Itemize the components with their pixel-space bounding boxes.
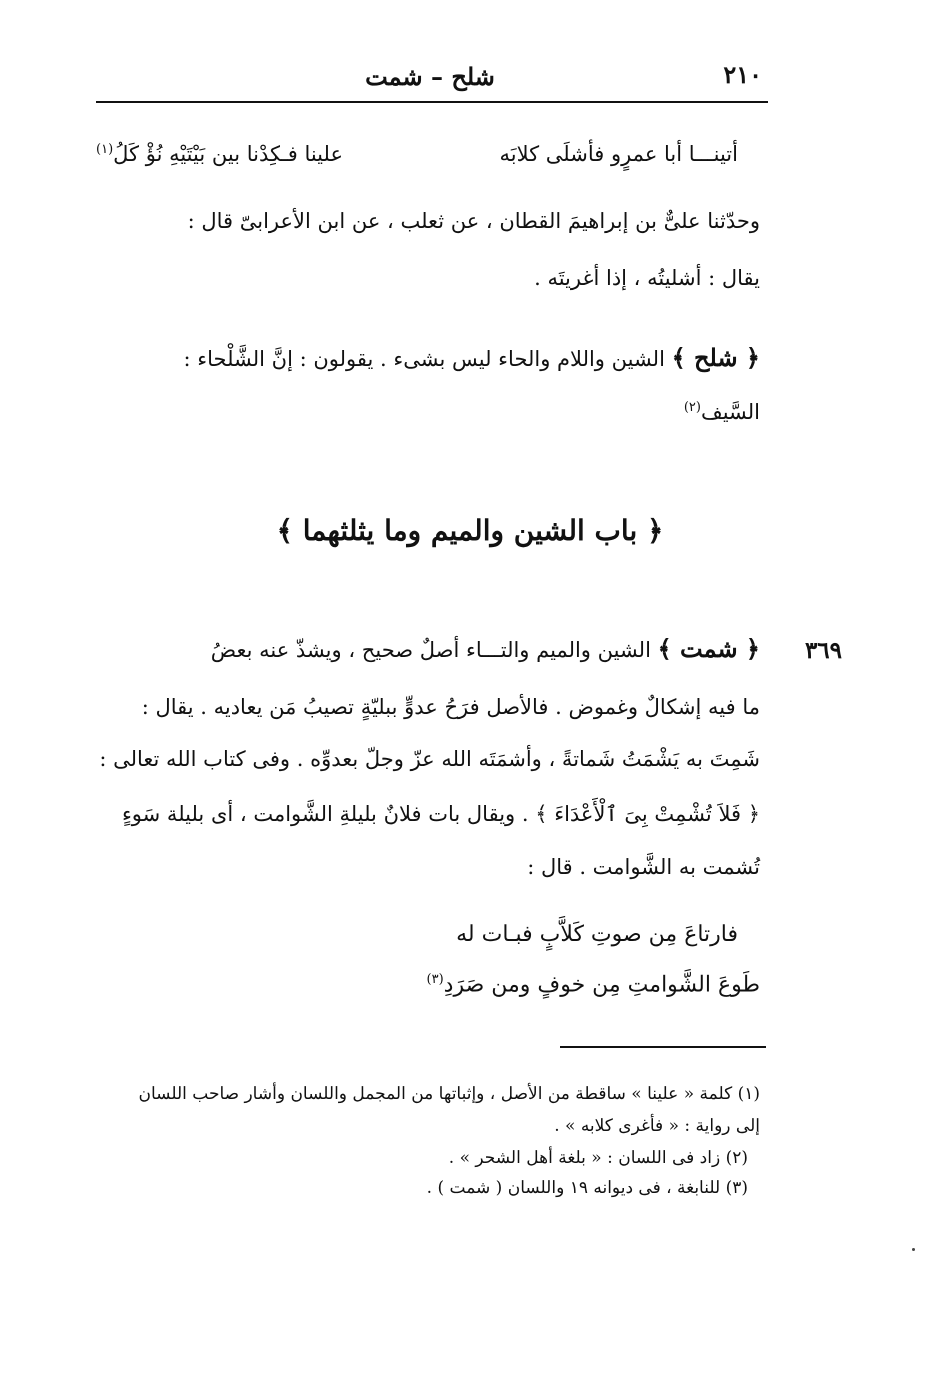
- entry-shamt-line-1: [211, 635, 760, 664]
- footnote-ref-3: (٣): [426, 972, 444, 987]
- entry-shamt-line-4: ﴿ فَلاَ تُشْمِتْ بِىَ ٱلْأَعْدَاءَ ﴾ . ويقال بات فلانٌ بليلةِ الشَّوامت ، أى بليلة سَوءٍ: [121, 802, 760, 826]
- verse2-line-1: فارتاعَ مِن صوتِ كَلاَّبٍ فبـات له: [456, 922, 738, 947]
- headword-shamt: ﴿ شمت ﴾: [657, 634, 760, 663]
- verse2-line-2-text: طَوعَ الشَّوامتِ مِن خوفٍ ومن صَرَدِ: [443, 972, 760, 998]
- footnote-1-cont: إلى رواية : « فأغرى كلابه » .: [554, 1116, 760, 1136]
- entry-shamt-text-1: الشين والميم والتـــاء أصلٌ صحيح ، ويشذّ عنه بعضُ: [210, 638, 651, 662]
- entry-shalh-line: [183, 344, 760, 373]
- verse1-left-hemistich: [96, 142, 343, 167]
- entry-number: ٣٦٩: [804, 637, 842, 664]
- headword-shalh: ﴿ شلح ﴾: [671, 343, 760, 372]
- scan-speck: [912, 1248, 915, 1251]
- entry-shalh-line-2: [684, 400, 760, 425]
- footnote-ref-1: (١): [96, 142, 114, 157]
- footnote-ref-2: (٢): [683, 400, 701, 415]
- entry-shalh-text: الشين واللام والحاء ليس بشىء . يقولون : إنَّ الشَّلْحاء :: [183, 347, 665, 371]
- verse1-right-hemistich: أتينـــا أبا عمرٍو فأشلَى كلابَه: [499, 142, 738, 166]
- verse2-line-2: [427, 972, 761, 997]
- paragraph-line-3: يقال : أشليتُه ، إذا أغريتَه .: [534, 266, 760, 290]
- entry-shamt-line-3: شَمِتَ به يَشْمَتُ شَماتةً ، وأشمَتَه الله عزّ وجلّ بعدوِّه . وفى كتاب الله تعالى :: [99, 747, 760, 771]
- footnote-3: (٣) للنابغة ، فى ديوانه ١٩ واللسان ( شمت ) .: [426, 1178, 748, 1198]
- entry-shamt-line-2: ما فيه إشكالٌ وغموض . فالأصل فرَحُ عدوٍّ ببليّةٍ تصيبُ مَن يعاديه . يقال :: [141, 695, 760, 719]
- entry-shamt-line-5: تُشمت به الشَّوامت . قال :: [527, 855, 760, 879]
- verse1-left-text: علينا فـكِدْنا بين بَيْتَيْهِ نُؤْ كَلُ: [113, 142, 344, 166]
- footnote-2: (٢) زاد فى اللسان : « بلغة أهل الشحر » .: [448, 1148, 748, 1168]
- page-number: ٢١٠: [723, 60, 762, 89]
- footnote-1: (١) كلمة « علينا » ساقطة من الأصل ، وإثباتها من المجمل واللسان وأشار صاحب اللسان: [138, 1084, 760, 1104]
- entry-shalh-text2: السَّيف: [700, 400, 760, 424]
- running-title: شلح – شمت: [365, 62, 495, 91]
- paragraph-line-2: وحدّثنا علىٌّ بن إبراهيمَ القطان ، عن ثعلب ، عن ابن الأعرابىّ قال :: [187, 209, 760, 233]
- footnote-rule: [560, 1046, 766, 1048]
- section-title: ﴿ باب الشين والميم وما يثلثهما ﴾: [276, 514, 664, 547]
- header-rule: [96, 101, 768, 103]
